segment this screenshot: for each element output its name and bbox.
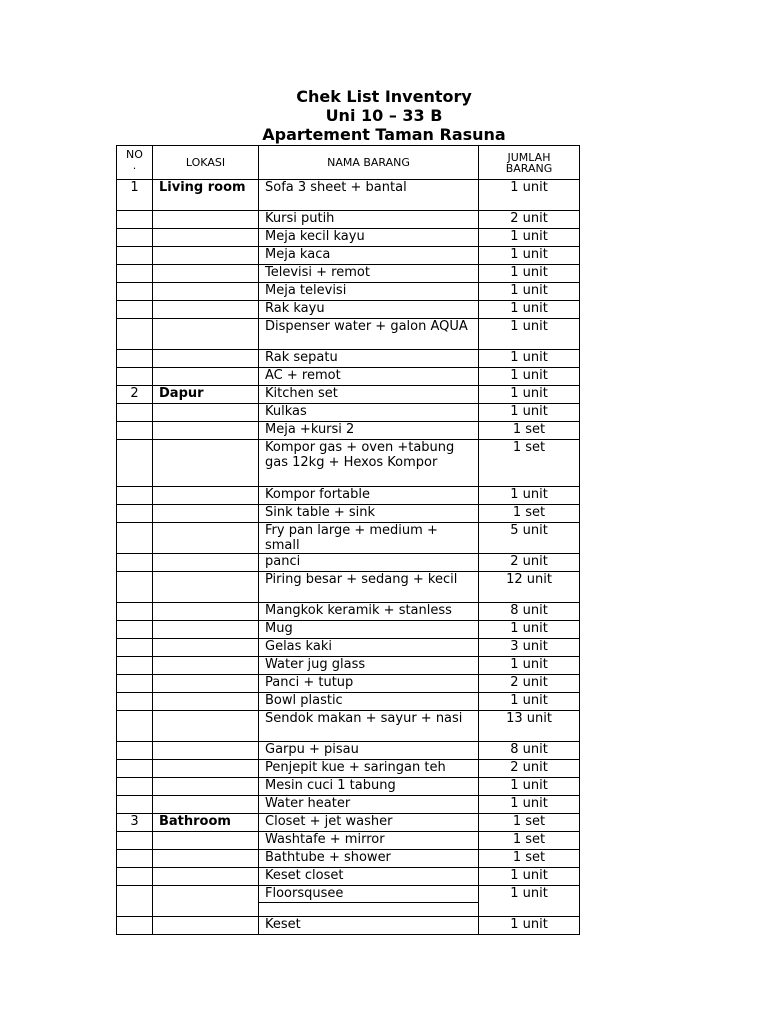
row-jumlah: 2 unit (479, 760, 580, 778)
row-lokasi (153, 283, 259, 301)
row-jumlah: 1 unit (479, 180, 580, 211)
row-nama-barang: Closet + jet washer (259, 814, 479, 832)
row-number (117, 778, 153, 796)
row-jumlah: 12 unit (479, 572, 580, 603)
row-number (117, 657, 153, 675)
row-nama-barang: Water heater (259, 796, 479, 814)
row-nama-barang: Dispenser water + galon AQUA (259, 319, 479, 350)
row-nama-barang-text: Floorsqusee (259, 886, 478, 903)
row-lokasi (153, 621, 259, 639)
row-jumlah: 1 unit (479, 319, 580, 350)
row-number (117, 368, 153, 386)
table-row (117, 886, 580, 917)
table-row (117, 265, 580, 283)
row-lokasi (153, 742, 259, 760)
row-jumlah: 1 unit (479, 386, 580, 404)
row-lokasi (153, 868, 259, 886)
row-number (117, 693, 153, 711)
table-row (117, 350, 580, 368)
row-nama-barang: Kompor fortable (259, 487, 479, 505)
row-nama-barang: Water jug glass (259, 657, 479, 675)
row-lokasi (153, 422, 259, 440)
row-lokasi (153, 247, 259, 265)
table-row (117, 229, 580, 247)
table-row (117, 711, 580, 742)
row-jumlah: 2 unit (479, 675, 580, 693)
row-nama-barang: Rak kayu (259, 301, 479, 319)
header-no: NO . (117, 146, 153, 180)
row-lokasi (153, 760, 259, 778)
row-number: 3 (117, 814, 153, 832)
table-row (117, 404, 580, 422)
row-jumlah: 1 unit (479, 886, 580, 917)
row-nama-barang: Meja kecil kayu (259, 229, 479, 247)
row-number (117, 487, 153, 505)
table-header-row (117, 146, 580, 180)
row-nama-barang: Sink table + sink (259, 505, 479, 523)
row-number (117, 301, 153, 319)
table-row (117, 742, 580, 760)
row-nama-barang: Kulkas (259, 404, 479, 422)
row-jumlah: 1 unit (479, 778, 580, 796)
row-number (117, 621, 153, 639)
row-number: 2 (117, 386, 153, 404)
table-row (117, 422, 580, 440)
row-number (117, 404, 153, 422)
row-nama-barang: Mangkok keramik + stanless (259, 603, 479, 621)
row-number (117, 319, 153, 350)
row-nama-barang: Piring besar + sedang + kecil (259, 572, 479, 603)
row-nama-barang: Meja +kursi 2 (259, 422, 479, 440)
table-row (117, 523, 580, 554)
row-nama-barang: Mug (259, 621, 479, 639)
row-lokasi (153, 850, 259, 868)
table-row (117, 368, 580, 386)
row-jumlah: 1 set (479, 832, 580, 850)
table-row (117, 301, 580, 319)
row-number (117, 917, 153, 935)
table-row (117, 319, 580, 350)
row-jumlah: 1 unit (479, 796, 580, 814)
row-nama-barang: Mesin cuci 1 tabung (259, 778, 479, 796)
header-lokasi: LOKASI (153, 146, 259, 180)
row-nama-barang: Rak sepatu (259, 350, 479, 368)
row-nama-barang: Fry pan large + medium + small (259, 523, 479, 554)
row-jumlah: 1 unit (479, 693, 580, 711)
row-jumlah: 1 unit (479, 404, 580, 422)
row-jumlah: 1 unit (479, 350, 580, 368)
row-nama-barang: Televisi + remot (259, 265, 479, 283)
row-jumlah: 2 unit (479, 211, 580, 229)
row-lokasi (153, 301, 259, 319)
row-lokasi (153, 554, 259, 572)
row-nama-barang: Gelas kaki (259, 639, 479, 657)
table-row (117, 283, 580, 301)
row-number (117, 211, 153, 229)
row-number (117, 265, 153, 283)
row-number (117, 505, 153, 523)
row-lokasi (153, 917, 259, 935)
row-number: 1 (117, 180, 153, 211)
row-lokasi (153, 265, 259, 283)
row-number (117, 283, 153, 301)
row-number (117, 886, 153, 917)
row-nama-barang: Kursi putih (259, 211, 479, 229)
header-jumlah-barang: JUMLAH BARANG (479, 146, 580, 180)
table-row (117, 487, 580, 505)
row-number (117, 675, 153, 693)
table-row (117, 760, 580, 778)
row-number (117, 247, 153, 265)
row-jumlah: 1 unit (479, 917, 580, 935)
title-line-1: Chek List Inventory (296, 87, 472, 106)
table-row (117, 440, 580, 487)
table-body (117, 180, 580, 935)
row-lokasi (153, 778, 259, 796)
table-row (117, 211, 580, 229)
row-lokasi: Dapur (153, 386, 259, 404)
table-row (117, 693, 580, 711)
row-jumlah: 1 set (479, 422, 580, 440)
row-number (117, 350, 153, 368)
row-jumlah: 1 unit (479, 283, 580, 301)
row-number (117, 796, 153, 814)
row-jumlah: 1 unit (479, 229, 580, 247)
row-lokasi (153, 440, 259, 487)
row-lokasi (153, 603, 259, 621)
row-lokasi (153, 693, 259, 711)
row-number (117, 868, 153, 886)
row-jumlah: 2 unit (479, 554, 580, 572)
row-lokasi (153, 229, 259, 247)
row-lokasi (153, 639, 259, 657)
row-number (117, 760, 153, 778)
row-number (117, 742, 153, 760)
row-jumlah: 1 unit (479, 657, 580, 675)
table-row (117, 675, 580, 693)
row-number (117, 229, 153, 247)
row-nama-barang (259, 886, 479, 917)
table-row (117, 868, 580, 886)
row-lokasi (153, 211, 259, 229)
row-lokasi (153, 675, 259, 693)
row-jumlah: 1 unit (479, 868, 580, 886)
row-nama-barang: Bathtube + shower (259, 850, 479, 868)
row-nama-barang: Meja televisi (259, 283, 479, 301)
row-lokasi (153, 404, 259, 422)
header-nama-barang: NAMA BARANG (259, 146, 479, 180)
row-jumlah: 1 unit (479, 368, 580, 386)
row-nama-barang: panci (259, 554, 479, 572)
row-jumlah: 5 unit (479, 523, 580, 554)
row-jumlah: 1 set (479, 505, 580, 523)
row-number (117, 603, 153, 621)
row-lokasi (153, 572, 259, 603)
row-nama-barang: Keset (259, 917, 479, 935)
table-row (117, 554, 580, 572)
row-number (117, 639, 153, 657)
row-jumlah: 1 unit (479, 247, 580, 265)
row-lokasi (153, 487, 259, 505)
title-line-3: Apartement Taman Rasuna (262, 125, 506, 144)
row-number (117, 440, 153, 487)
row-jumlah: 1 unit (479, 301, 580, 319)
row-lokasi (153, 368, 259, 386)
row-lokasi (153, 657, 259, 675)
row-nama-barang: Bowl plastic (259, 693, 479, 711)
row-nama-barang: Kompor gas + oven +tabung gas 12kg + Hexos Kompor (259, 440, 479, 487)
title-line-2: Uni 10 – 33 B (325, 106, 443, 125)
table-row (117, 832, 580, 850)
row-nama-barang: Kitchen set (259, 386, 479, 404)
row-jumlah: 1 set (479, 850, 580, 868)
table-row (117, 657, 580, 675)
row-jumlah: 1 unit (479, 265, 580, 283)
row-jumlah: 1 unit (479, 487, 580, 505)
row-lokasi (153, 796, 259, 814)
table-row (117, 814, 580, 832)
row-nama-barang: Panci + tutup (259, 675, 479, 693)
row-nama-barang: Penjepit kue + saringan teh (259, 760, 479, 778)
row-number (117, 572, 153, 603)
table-row (117, 778, 580, 796)
row-lokasi: Living room (153, 180, 259, 211)
row-lokasi (153, 350, 259, 368)
row-lokasi (153, 319, 259, 350)
row-number (117, 523, 153, 554)
table-row (117, 917, 580, 935)
row-lokasi (153, 523, 259, 554)
table-row (117, 796, 580, 814)
table-row (117, 639, 580, 657)
row-nama-barang: Washtafe + mirror (259, 832, 479, 850)
table-row (117, 386, 580, 404)
table-row (117, 180, 580, 211)
inventory-table (116, 145, 580, 935)
row-jumlah: 1 unit (479, 621, 580, 639)
row-jumlah: 13 unit (479, 711, 580, 742)
row-jumlah: 1 set (479, 440, 580, 487)
row-jumlah: 8 unit (479, 742, 580, 760)
row-lokasi (153, 711, 259, 742)
row-number (117, 422, 153, 440)
row-nama-barang: AC + remot (259, 368, 479, 386)
row-number (117, 850, 153, 868)
row-jumlah: 1 set (479, 814, 580, 832)
row-number (117, 832, 153, 850)
table-row (117, 247, 580, 265)
row-nama-barang: Sendok makan + sayur + nasi (259, 711, 479, 742)
row-lokasi (153, 505, 259, 523)
row-lokasi: Bathroom (153, 814, 259, 832)
row-number (117, 554, 153, 572)
row-jumlah: 8 unit (479, 603, 580, 621)
row-jumlah: 3 unit (479, 639, 580, 657)
table-row (117, 572, 580, 603)
table-row (117, 603, 580, 621)
row-lokasi (153, 832, 259, 850)
row-nama-barang: Garpu + pisau (259, 742, 479, 760)
document-title (0, 87, 768, 144)
table-row (117, 850, 580, 868)
row-lokasi (153, 886, 259, 917)
table-row (117, 505, 580, 523)
row-nama-barang: Meja kaca (259, 247, 479, 265)
table-row (117, 621, 580, 639)
row-nama-barang: Keset closet (259, 868, 479, 886)
row-number (117, 711, 153, 742)
row-nama-barang: Sofa 3 sheet + bantal (259, 180, 479, 211)
